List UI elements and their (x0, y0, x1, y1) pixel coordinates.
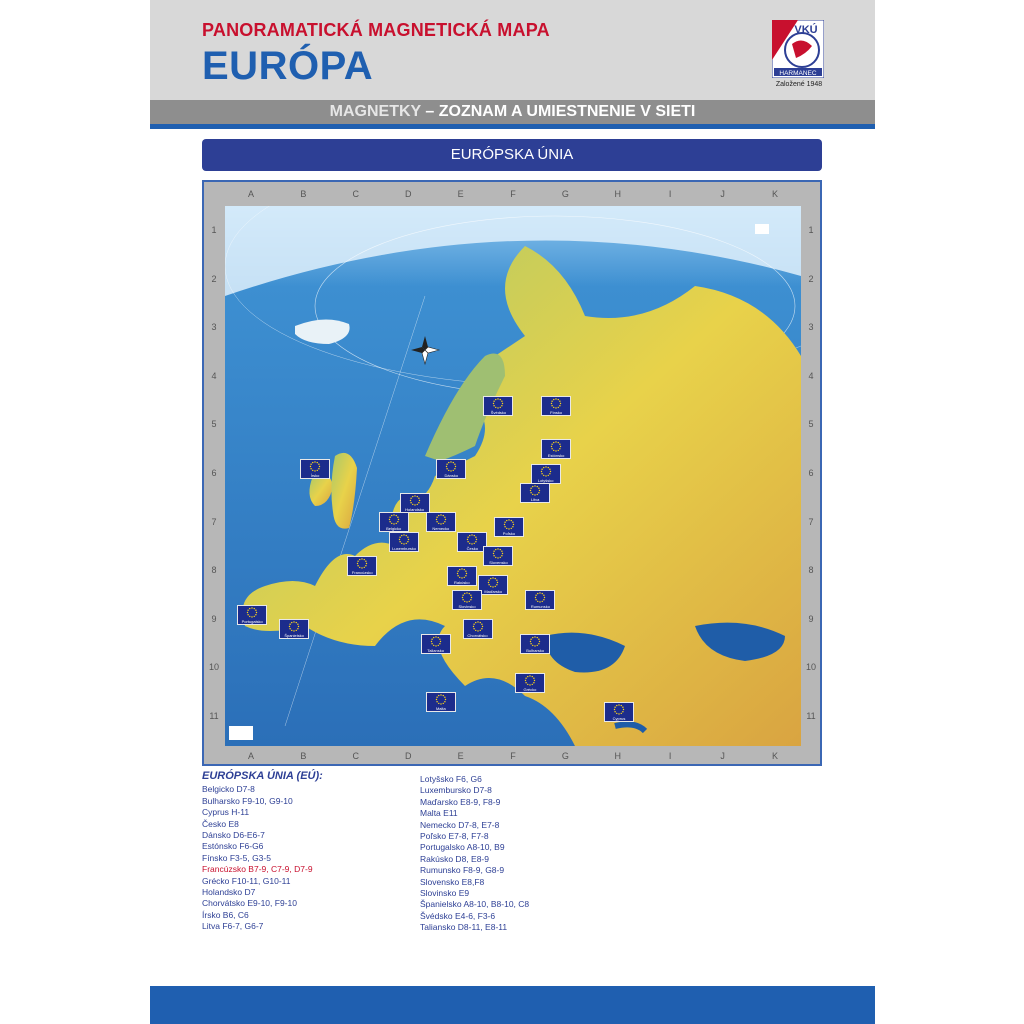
legend-entry: Malta E11 (420, 808, 458, 819)
eu-flag-magnet (483, 546, 513, 566)
eu-stars-icon (495, 518, 523, 531)
eu-stars-icon (458, 533, 486, 546)
grid-column-label: G (561, 751, 569, 761)
grid-row-label: 8 (211, 565, 217, 576)
legend-entry: Chorvátsko E9-10, F9-10 (202, 898, 297, 909)
eu-stars-icon (437, 460, 465, 473)
grid-row-label: 9 (808, 613, 814, 624)
header (150, 0, 875, 100)
eu-stars-icon (605, 703, 633, 716)
eu-flag-magnet (279, 619, 309, 639)
grid-row-label: 11 (209, 711, 219, 721)
legend-entry: Portugalsko A8-10, B9 (420, 842, 505, 853)
grid-row-label: 9 (211, 613, 217, 624)
grid-row-label: 4 (808, 370, 814, 381)
flag-country-label: Lotyšsko (532, 478, 560, 483)
grid-column-label: F (510, 189, 516, 199)
legend-entry: Holandsko D7 (202, 887, 256, 898)
eu-stars-icon (348, 557, 376, 570)
eu-stars-icon (484, 547, 512, 560)
eu-banner: EURÓPSKA ÚNIA (202, 139, 822, 171)
grid-column-label: G (561, 189, 569, 199)
legend-entry: Luxembursko D7-8 (420, 785, 492, 796)
flag-country-label: Poľsko (495, 531, 523, 536)
eu-flag-magnet (447, 566, 477, 586)
grid-column-label: C (352, 189, 360, 199)
subtitle-bar (150, 100, 875, 124)
legend-entry: Nemecko D7-8, E7-8 (420, 819, 500, 830)
flag-country-label: Dánsko (437, 473, 465, 478)
flag-country-label: Maďarsko (479, 589, 507, 594)
eu-stars-icon (484, 397, 512, 410)
eu-flag-magnet (237, 605, 267, 625)
subtitle-part1: MAGNETKY (329, 103, 421, 120)
flag-country-label: Rakúsko (448, 580, 476, 585)
eu-stars-icon (422, 635, 450, 648)
eu-stars-icon (542, 397, 570, 410)
eu-flag-magnet (541, 396, 571, 416)
footer-bar (150, 986, 875, 1024)
scale-badge-icon (755, 224, 769, 234)
eu-flag-magnet (541, 439, 571, 459)
grid-row-label: 3 (211, 322, 217, 333)
eu-flag-magnet (525, 590, 555, 610)
eu-flag-magnet (400, 493, 430, 513)
flag-country-label: Grécko (516, 687, 544, 692)
eu-stars-icon (301, 460, 329, 473)
eu-flag-magnet (452, 590, 482, 610)
eu-flag-magnet (531, 464, 561, 484)
grid-row-label: 11 (806, 711, 816, 721)
grid-row-label: 5 (211, 419, 217, 430)
grid-row-label: 10 (208, 662, 219, 673)
eu-flag-magnet (379, 512, 409, 532)
legend-entry: Grécko F10-11, G10-11 (202, 875, 291, 886)
grid-row-label: 6 (211, 468, 217, 478)
map-frame (202, 180, 822, 766)
grid-row-label: 2 (211, 273, 217, 284)
eu-stars-icon (479, 576, 507, 589)
legend-list-2 (420, 774, 660, 934)
flag-country-label: Španielsko (280, 633, 308, 638)
grid-column-label: B (300, 189, 307, 199)
legend-entry: Cyprus H-11 (202, 807, 250, 818)
grid-column-label: I (668, 751, 672, 761)
legend-entry: Taliansko D8-11, E8-11 (420, 922, 508, 933)
legend-column-1 (202, 771, 422, 933)
grid-column-label: B (300, 751, 307, 761)
eu-stars-icon (453, 591, 481, 604)
eu-flag-magnet (515, 673, 545, 693)
grid-row-label: 7 (808, 516, 814, 527)
legend-entry: Rumunsko F8-9, G8-9 (420, 865, 505, 876)
flag-country-label: Nemecko (427, 526, 455, 531)
grid-row-label: 1 (808, 225, 814, 235)
eu-flag-magnet (347, 556, 377, 576)
grid-row-label: 2 (808, 273, 814, 284)
legend-entry: Švédsko E4-6, F3-6 (420, 910, 496, 921)
legend-entry: Estónsko F6-G6 (202, 841, 264, 852)
flag-country-label: Litva (521, 497, 549, 502)
eu-stars-icon (542, 440, 570, 453)
eu-flag-magnet (421, 634, 451, 654)
legend-entry: Dánsko D6-E6-7 (202, 830, 265, 841)
flag-country-label: Malta (427, 706, 455, 711)
vku-logo (772, 20, 824, 78)
flag-country-label: Slovensko (484, 560, 512, 565)
grid-column-label: I (668, 189, 672, 199)
flag-country-label: Luxembursko (392, 545, 417, 551)
eu-stars-icon (390, 533, 418, 546)
flag-country-label: Taliansko (422, 648, 450, 653)
flag-country-label: Fínsko (542, 410, 570, 415)
eu-flag-magnet (426, 512, 456, 532)
flag-country-label: Česko (458, 546, 486, 551)
legend-entry: Poľsko E7-8, F7-8 (420, 831, 489, 842)
eu-flag-magnet (426, 692, 456, 712)
grid-column-label: D (404, 751, 412, 761)
eu-stars-icon (516, 674, 544, 687)
eu-flag-magnet (478, 575, 508, 595)
eu-stars-icon (521, 635, 549, 648)
flag-country-label: Portugalsko (238, 619, 266, 624)
flag-country-label: Slovinsko (453, 604, 481, 609)
subtitle-underline (150, 124, 875, 129)
grid-column-label: E (457, 189, 464, 199)
grid-column-label: J (720, 189, 725, 199)
flag-country-label: Švédsko (484, 410, 512, 415)
flag-country-label: Francúzsko (348, 570, 376, 575)
legend-entry: Írsko B6, C6 (202, 909, 249, 920)
grid-column-label: D (404, 189, 412, 199)
legend-entry: Lotyšsko F6, G6 (420, 774, 482, 784)
eu-stars-icon (448, 567, 476, 580)
flag-country-label: Chorvátsko (464, 633, 492, 638)
eu-flag-magnet (494, 517, 524, 537)
flag-country-label: Cyprus (605, 716, 633, 721)
legend-entry: Rakúsko D8, E8-9 (420, 853, 489, 864)
flag-country-label: Rumunsko (526, 604, 554, 609)
grid-column-label: C (352, 751, 360, 761)
publisher-badge-icon (229, 726, 253, 740)
eu-flag-magnet (604, 702, 634, 722)
grid-column-label: A (247, 189, 254, 199)
grid-column-label: A (247, 751, 254, 761)
title-big: EURÓPA (202, 44, 374, 88)
legend-entry: Maďarsko E8-9, F8-9 (420, 796, 501, 807)
flag-country-label: Írsko (301, 473, 329, 478)
eu-stars-icon (532, 465, 560, 478)
logo-founded: Založené 1948 (775, 81, 823, 88)
grid-row-label: 1 (211, 225, 217, 235)
eu-stars-icon (464, 620, 492, 633)
europe-map (225, 206, 801, 746)
grid-row-label: 4 (211, 370, 217, 381)
grid-row-label: 8 (808, 565, 814, 576)
poster-sheet (150, 0, 875, 1024)
eu-stars-icon (238, 606, 266, 619)
subtitle-part2: – ZOZNAM A UMIESTNENIE V SIETI (420, 103, 696, 120)
eu-stars-icon (526, 591, 554, 604)
eu-stars-icon (401, 494, 429, 507)
eu-stars-icon (427, 693, 455, 706)
legend-entry: Španielsko A8-10, B8-10, C8 (420, 899, 530, 910)
legend-header: EURÓPSKA ÚNIA (EÚ): (202, 770, 323, 782)
eu-flag-magnet (483, 396, 513, 416)
eu-stars-icon (280, 620, 308, 633)
subtitle (150, 100, 875, 124)
legend-list-1 (202, 784, 422, 932)
grid-row-label: 7 (211, 516, 217, 527)
grid-column-label: J (720, 751, 725, 761)
eu-stars-icon (521, 484, 549, 497)
grid-column-label: H (614, 751, 622, 761)
grid-column-label: E (457, 751, 464, 761)
grid-row-label: 10 (805, 662, 816, 673)
flag-country-label: Belgicko (380, 526, 408, 531)
legend-entry: Slovinsko E9 (420, 888, 470, 899)
eu-flag-magnet (520, 483, 550, 503)
flag-country-label: Estónsko (542, 453, 570, 458)
legend-entry: Litva F6-7, G6-7 (202, 921, 264, 932)
legend-entry: Slovensko E8,F8 (420, 876, 485, 887)
legend-entry: Česko E8 (202, 818, 239, 829)
grid-column-label: H (614, 189, 622, 199)
legend-entry: Bulharsko F9-10, G9-10 (202, 795, 293, 806)
flag-country-label: Holandsko (401, 507, 429, 512)
eu-flag-magnet (436, 459, 466, 479)
eu-flag-magnet (300, 459, 330, 479)
grid-row-label: 6 (808, 468, 814, 478)
eu-stars-icon (427, 513, 455, 526)
grid-row-label: 5 (808, 419, 814, 430)
grid-column-label: K (771, 751, 778, 761)
grid-row-label: 3 (808, 322, 814, 333)
title-small: PANORAMATICKÁ MAGNETICKÁ MAPA (202, 20, 550, 40)
legend-column-2 (420, 774, 660, 934)
eu-flag-magnet (463, 619, 493, 639)
legend-entry: Fínsko F3-5, G3-5 (202, 852, 271, 863)
legend-entry: Belgicko D7-8 (202, 784, 255, 795)
grid-column-label: F (510, 751, 516, 761)
flag-country-label: Bulharsko (521, 648, 549, 653)
legend-entry: Francúzsko B7-9, C7-9, D7-9 (202, 864, 313, 875)
grid-column-label: K (771, 189, 778, 199)
logo-sub: HARMANEC (779, 70, 817, 77)
logo-text: VKÚ (794, 24, 818, 36)
eu-flag-magnet (389, 532, 419, 552)
eu-flag-magnet (520, 634, 550, 654)
eu-stars-icon (380, 513, 408, 526)
